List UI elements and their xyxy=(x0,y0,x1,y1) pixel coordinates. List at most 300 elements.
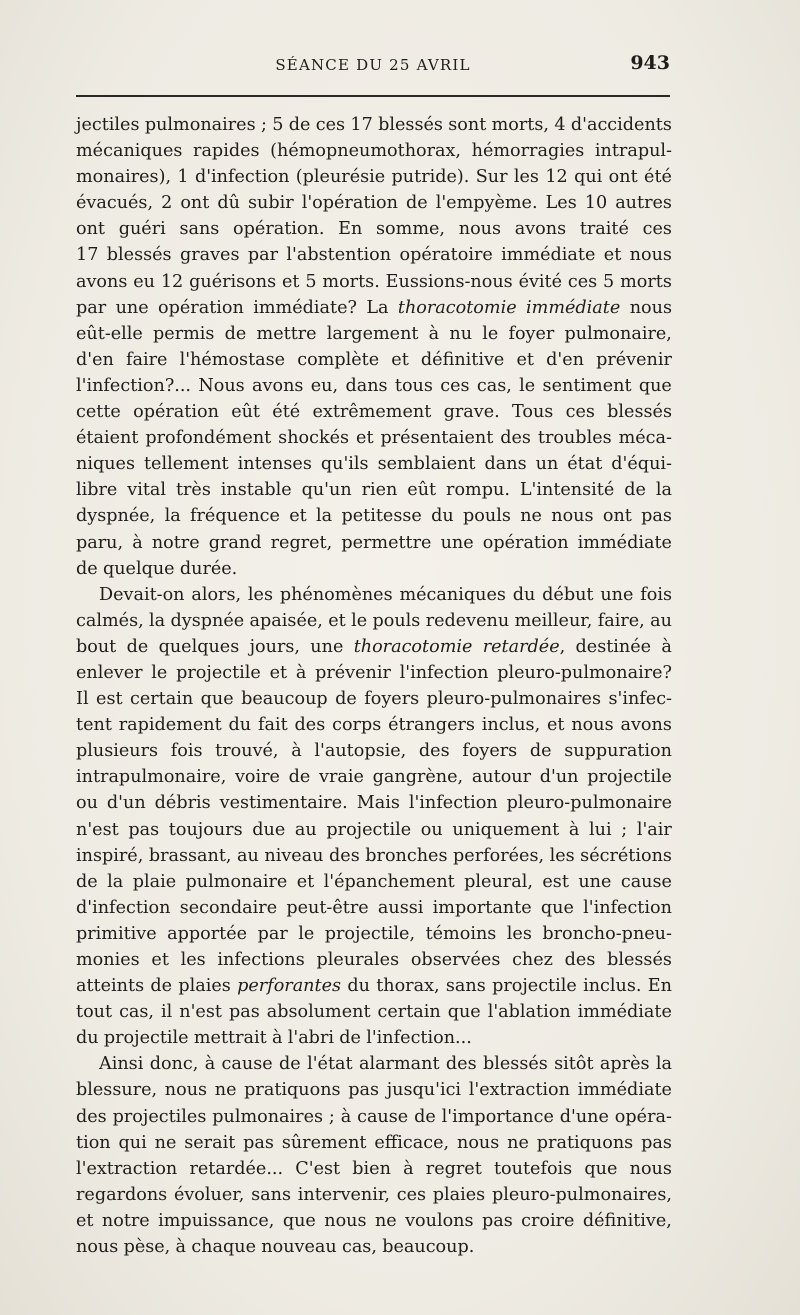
word: foyers xyxy=(364,689,420,710)
word: lui xyxy=(589,819,612,840)
paragraph xyxy=(76,1051,672,1260)
word: autour xyxy=(471,767,532,788)
word: regardons xyxy=(76,1184,168,1205)
word: de xyxy=(76,558,98,579)
word: certain xyxy=(130,689,194,710)
word: sont xyxy=(448,115,487,135)
word: chez xyxy=(512,950,553,970)
word: traité xyxy=(579,219,629,240)
word: et xyxy=(356,428,374,449)
word: nous xyxy=(571,715,614,736)
word: sitôt xyxy=(554,1054,594,1075)
word: ont xyxy=(602,506,632,527)
word: avons xyxy=(514,219,567,240)
word: corps xyxy=(332,715,382,736)
word: paru, xyxy=(76,532,124,553)
word: au xyxy=(237,845,259,866)
word: immédiate xyxy=(577,1080,672,1101)
word: nous xyxy=(458,219,502,240)
word: pleuro-pulmonaire xyxy=(506,793,672,814)
word: guérisons xyxy=(189,271,277,292)
word: très xyxy=(175,480,211,501)
word: le xyxy=(351,610,368,631)
word: ces xyxy=(315,115,346,135)
text-line xyxy=(76,347,672,373)
word: la xyxy=(107,871,124,892)
word: prévenir xyxy=(596,349,672,370)
word: beaucoup. xyxy=(382,1237,475,1258)
word: d'un xyxy=(106,793,146,814)
word: opération xyxy=(133,402,219,423)
word: blessure, xyxy=(76,1080,158,1101)
word: à xyxy=(340,1106,352,1127)
word: niveau xyxy=(264,845,324,866)
word: au xyxy=(294,819,317,840)
text-line xyxy=(76,242,672,268)
word: définitive xyxy=(420,349,505,370)
word: l'empyème. xyxy=(435,193,538,214)
word: brassant, xyxy=(148,845,232,866)
word: fait xyxy=(257,715,288,736)
text-line xyxy=(76,1025,672,1051)
word: et xyxy=(391,349,409,370)
word: évoluer, xyxy=(173,1184,245,1205)
word: pratiquons xyxy=(244,1080,341,1101)
word: fréquence xyxy=(190,506,280,527)
word: l'importance xyxy=(441,1106,554,1127)
word: intrapulmonaire, xyxy=(76,767,227,788)
word: par xyxy=(257,923,288,944)
word: que xyxy=(200,689,234,710)
word: absolument xyxy=(266,1002,371,1023)
word: ne xyxy=(507,1132,529,1153)
word: phénomènes xyxy=(279,584,393,605)
word: regret xyxy=(425,1158,482,1179)
word: que xyxy=(282,1210,316,1231)
word: pleuro-pulmonaires, xyxy=(491,1184,672,1205)
word: d'équi- xyxy=(611,454,672,475)
word: sécrétions xyxy=(580,845,672,866)
word: à xyxy=(175,1237,187,1258)
word: alors, xyxy=(191,584,242,605)
word: témoins xyxy=(425,923,497,944)
text-line xyxy=(76,556,672,582)
word: inspiré, xyxy=(76,845,144,866)
word: mettrait xyxy=(193,1028,267,1049)
word: est xyxy=(96,689,123,710)
word: pouls xyxy=(463,506,511,527)
word: hémorragies xyxy=(471,141,585,162)
text-line xyxy=(76,921,672,947)
word: blessés xyxy=(106,245,172,266)
word: tellement xyxy=(143,454,229,475)
word: est xyxy=(542,871,569,892)
word: rapidement xyxy=(118,715,222,736)
word: meilleur, xyxy=(514,610,593,631)
word: quelque xyxy=(102,558,175,579)
word: de xyxy=(624,480,646,501)
word: cause xyxy=(620,871,672,892)
word: notre xyxy=(101,1210,150,1231)
word: d'en xyxy=(546,349,584,370)
word: opération xyxy=(482,532,569,553)
word: monaires), xyxy=(76,167,172,188)
word: projectile, xyxy=(324,923,416,944)
word: niques xyxy=(76,454,135,475)
word: que xyxy=(584,1158,618,1179)
word: graves xyxy=(179,245,240,266)
text-line xyxy=(76,1051,672,1077)
word: une xyxy=(310,636,344,657)
word: du xyxy=(347,976,370,997)
word: 1 xyxy=(177,167,189,188)
word: sûrement xyxy=(281,1132,367,1153)
word: dans xyxy=(345,375,388,396)
word: ont xyxy=(76,219,105,240)
word: petitesse xyxy=(341,506,422,527)
text-line xyxy=(76,1156,672,1182)
word: immédiate xyxy=(577,1002,672,1023)
word: primitive xyxy=(76,923,157,944)
word: débris xyxy=(154,793,211,814)
word: des xyxy=(445,1054,477,1075)
word: qui xyxy=(118,1132,147,1153)
word: nouveau xyxy=(261,1237,337,1258)
word: somme, xyxy=(376,219,446,240)
word: libre xyxy=(76,480,118,501)
word: avons xyxy=(76,271,128,292)
word: une xyxy=(115,297,149,318)
word: des xyxy=(418,741,450,762)
word: pleural, xyxy=(464,871,533,892)
word: sans xyxy=(251,1184,291,1205)
word: pas xyxy=(228,1002,260,1023)
word: ont xyxy=(608,167,638,188)
word: En xyxy=(338,219,363,240)
word: la xyxy=(149,610,166,631)
word: nous xyxy=(324,1210,367,1231)
word: projectile xyxy=(103,1028,189,1049)
word: 5 xyxy=(603,271,615,292)
word: nu xyxy=(449,323,473,344)
word: faire, xyxy=(597,610,645,631)
word: l'infection xyxy=(399,662,489,683)
word: de xyxy=(405,193,428,214)
word: été xyxy=(272,402,301,423)
word: et xyxy=(328,610,346,631)
word: mécaniques xyxy=(399,584,506,605)
word: peut-être xyxy=(286,897,369,918)
word: d'une xyxy=(559,1106,609,1127)
word: 12 xyxy=(160,271,184,292)
word: Les xyxy=(545,193,577,214)
word: et xyxy=(76,1210,94,1231)
word: redevenu xyxy=(425,610,510,631)
word: des xyxy=(76,1106,107,1127)
word: eût xyxy=(231,402,261,423)
word: beaucoup xyxy=(241,689,328,710)
word: plaies xyxy=(178,976,231,997)
word: rien xyxy=(361,480,398,501)
word: l'opération xyxy=(301,193,398,214)
paragraph xyxy=(76,112,672,582)
word: cause xyxy=(357,1106,409,1127)
word: à xyxy=(204,1054,216,1075)
word: et xyxy=(296,871,315,892)
word: de xyxy=(335,689,357,710)
word: secondaire xyxy=(179,897,278,918)
word: permettre xyxy=(341,532,432,553)
word: que xyxy=(447,1002,481,1023)
word: vraie xyxy=(319,767,364,788)
text-line xyxy=(76,164,672,190)
word: et xyxy=(151,950,169,970)
word: les xyxy=(247,584,273,605)
word: prévenir xyxy=(315,662,391,683)
word: retardée, xyxy=(482,636,566,657)
word: sans xyxy=(179,219,220,240)
word: évacués, xyxy=(76,193,154,214)
word: ; xyxy=(621,819,628,840)
word: thoracotomie xyxy=(353,636,473,657)
word: début xyxy=(542,584,594,605)
word: des xyxy=(329,845,360,866)
text-line xyxy=(76,686,672,712)
page-header xyxy=(76,50,670,80)
word: pulmonaires xyxy=(144,115,256,135)
word: pleuro-pulmonaires xyxy=(426,689,601,710)
word: troubles xyxy=(537,428,612,449)
word: plusieurs xyxy=(76,741,159,762)
word: morts xyxy=(620,271,672,292)
word: impuissance, xyxy=(158,1210,275,1231)
word: fois xyxy=(170,741,203,762)
word: pas xyxy=(641,1132,672,1153)
word: la xyxy=(316,506,333,527)
word: foyers xyxy=(462,741,518,762)
word: à xyxy=(291,741,302,762)
word: apportée xyxy=(167,923,248,944)
word: l'autopsie, xyxy=(314,741,407,762)
text-line xyxy=(76,269,672,295)
word: 12 xyxy=(545,167,568,188)
word: suppuration xyxy=(564,741,672,762)
word: thorax, xyxy=(376,976,440,997)
word: les xyxy=(549,845,575,866)
word: la xyxy=(164,506,181,527)
word: semblaient xyxy=(377,454,476,475)
word: En xyxy=(647,976,672,997)
word: la xyxy=(655,1054,672,1075)
word: de xyxy=(288,767,311,788)
word: bronches xyxy=(365,845,448,866)
word: l'infection?... xyxy=(76,375,192,396)
word: d'infection xyxy=(194,167,290,188)
word: pleuro-pulmonaire? xyxy=(497,662,672,683)
word: eu, xyxy=(310,375,339,396)
word: atteints xyxy=(76,976,145,997)
word: que xyxy=(638,375,672,396)
word: d'en xyxy=(76,349,114,370)
word: autres xyxy=(615,193,672,214)
word: durée. xyxy=(179,558,238,579)
text-line xyxy=(76,530,672,556)
word: observées xyxy=(410,950,501,970)
word: chaque xyxy=(191,1237,256,1258)
word: le xyxy=(151,662,168,683)
word: destinée xyxy=(575,636,652,657)
word: du xyxy=(431,506,454,527)
word: par xyxy=(247,245,279,266)
text-line xyxy=(76,216,672,242)
word: permis xyxy=(153,323,215,344)
word: d'infection xyxy=(76,897,171,918)
word: Ainsi xyxy=(99,1054,144,1075)
text-line xyxy=(76,1077,672,1103)
word: certain xyxy=(377,1002,441,1023)
word: quelques xyxy=(158,636,240,657)
word: et xyxy=(547,715,565,736)
word: ne xyxy=(214,1080,237,1101)
word: tion xyxy=(76,1132,111,1153)
word: eût-elle xyxy=(76,323,143,344)
word: blessés xyxy=(482,1054,548,1075)
word: opéra- xyxy=(614,1106,672,1127)
word: plaie xyxy=(132,871,177,892)
text-line xyxy=(76,764,672,790)
word: à xyxy=(661,636,672,657)
header-rule xyxy=(76,95,670,97)
word: l'infection xyxy=(583,897,672,918)
word: ces xyxy=(565,402,595,423)
word: tous xyxy=(394,375,433,396)
word: que xyxy=(540,897,574,918)
word: ces xyxy=(642,219,672,240)
word: à xyxy=(428,323,440,344)
word: mécaniques xyxy=(76,141,183,162)
word: uniquement xyxy=(452,819,560,840)
word: cas, xyxy=(341,1237,377,1258)
word: nous xyxy=(629,245,672,266)
word: les xyxy=(180,950,206,970)
text-line xyxy=(76,660,672,686)
word: retardée... xyxy=(189,1158,284,1179)
word: pulmonaires xyxy=(212,1106,324,1127)
text-line xyxy=(76,973,672,999)
word: pas xyxy=(641,506,672,527)
word: ces xyxy=(396,1184,427,1205)
word: blessés xyxy=(378,115,443,135)
word: croire xyxy=(521,1210,575,1231)
word: ne xyxy=(374,1210,397,1231)
text-line xyxy=(76,451,672,477)
text-line xyxy=(76,817,672,843)
word: du xyxy=(76,1028,99,1049)
word: ces xyxy=(567,271,598,292)
word: jusqu'ici xyxy=(386,1080,462,1101)
word: vital xyxy=(127,480,167,501)
word: 17 xyxy=(350,115,373,135)
word: jours, xyxy=(249,636,300,657)
word: rapides xyxy=(193,141,260,162)
word: efficace, xyxy=(374,1132,450,1153)
text-line xyxy=(76,790,672,816)
word: intrapul- xyxy=(594,141,672,162)
word: projectile xyxy=(176,662,261,683)
word: définitive, xyxy=(582,1210,672,1231)
word: il xyxy=(161,1002,173,1023)
word: toujours xyxy=(168,819,243,840)
word: ; xyxy=(260,115,267,135)
word: Il xyxy=(76,689,89,710)
word: importante xyxy=(432,897,532,918)
word: mettre xyxy=(256,323,317,344)
word: profondément xyxy=(145,428,272,449)
word: de xyxy=(339,1028,361,1049)
word: qui xyxy=(574,167,603,188)
text-line xyxy=(76,321,672,347)
word: tent xyxy=(76,715,112,736)
word: ces xyxy=(440,375,470,396)
word: à xyxy=(132,532,143,553)
word: instable xyxy=(220,480,292,501)
word: des xyxy=(564,950,596,970)
word: immédiate? xyxy=(253,297,357,318)
word: apaisée, xyxy=(249,610,323,631)
word: au xyxy=(650,610,672,631)
word: rompu. xyxy=(446,480,510,501)
word: nous xyxy=(76,1237,119,1258)
word: grave. xyxy=(443,402,500,423)
word: une xyxy=(600,584,634,605)
text-line xyxy=(76,1234,672,1260)
word: l'état xyxy=(307,1054,353,1075)
text-line xyxy=(76,138,672,164)
word: alarmant xyxy=(358,1054,440,1075)
word: pas xyxy=(243,1132,274,1153)
word: l'extraction xyxy=(76,1158,178,1179)
word: n'est xyxy=(179,1002,222,1023)
word: le xyxy=(298,923,315,944)
word: immédiate xyxy=(526,297,621,318)
word: broncho-pneu- xyxy=(542,923,672,944)
word: l'ablation xyxy=(487,1002,571,1023)
word: ou xyxy=(420,819,443,840)
word: opération xyxy=(158,297,244,318)
word: putride). xyxy=(391,167,470,188)
word: morts. xyxy=(322,271,380,292)
word: l'hémostase xyxy=(179,349,286,370)
word: avons xyxy=(620,715,672,736)
word: jectiles xyxy=(76,115,140,135)
word: immédiate xyxy=(577,532,672,553)
word: étrangers xyxy=(388,715,475,736)
word: le xyxy=(519,375,536,396)
word: nous xyxy=(164,1080,208,1101)
word: étaient xyxy=(76,428,139,449)
word: vestimentaire. xyxy=(219,793,348,814)
word: de xyxy=(224,323,247,344)
word: pas xyxy=(128,819,160,840)
word: pratiquons xyxy=(536,1132,634,1153)
page-number: 943 xyxy=(630,52,670,74)
text-line xyxy=(76,112,672,138)
word: extrêmement xyxy=(312,402,432,423)
text-line xyxy=(76,1130,672,1156)
text-line xyxy=(76,295,672,321)
word: des xyxy=(500,428,531,449)
text-line xyxy=(76,947,672,973)
